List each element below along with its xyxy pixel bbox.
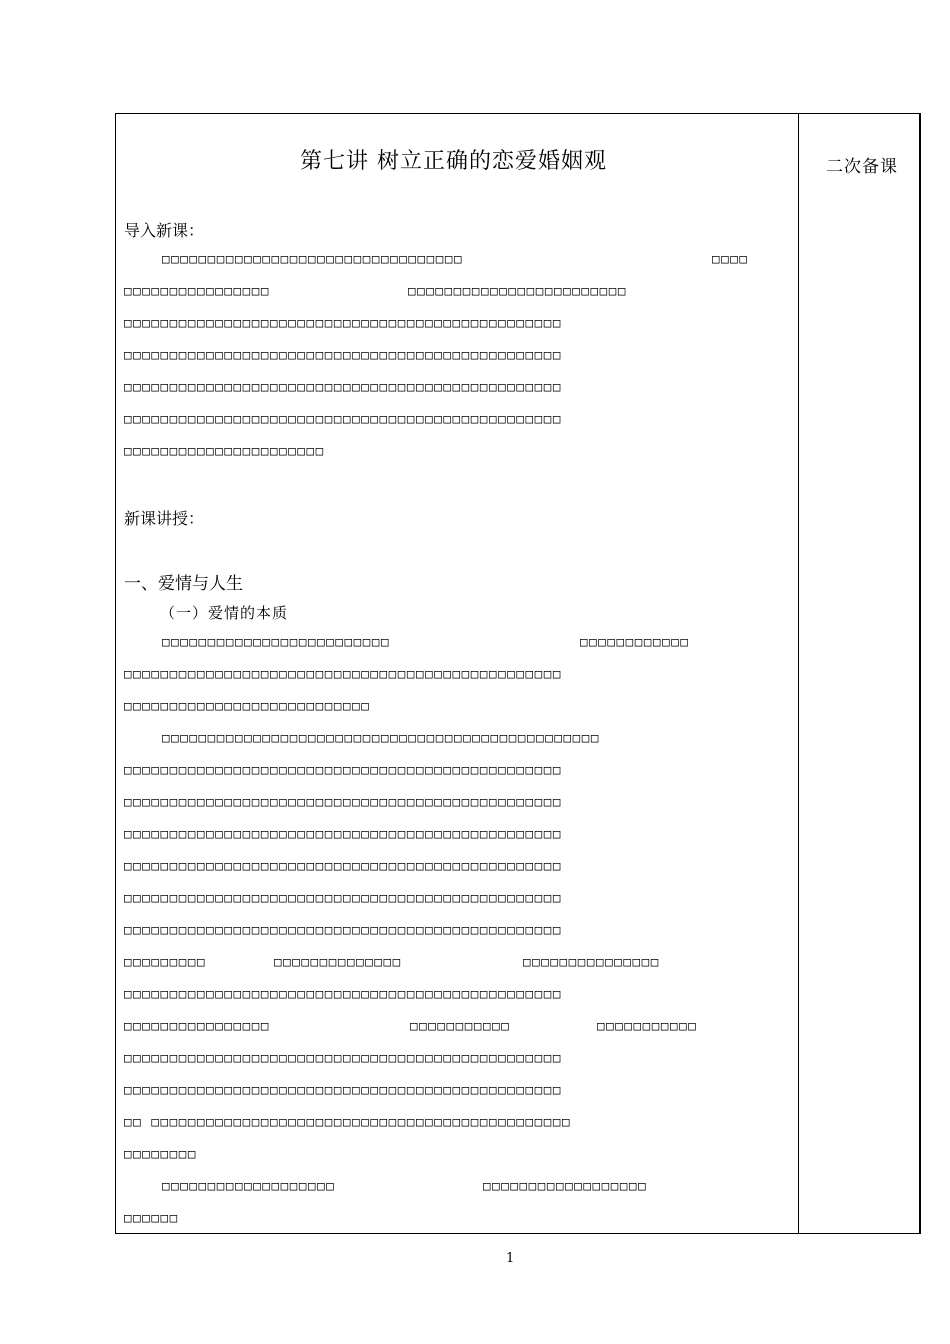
body-line-17: □□□□□□□□ [124, 1146, 198, 1161]
body-line-12: □□□□□□□□□□□□□□□□□□□□□□□□□□□□□□□□□□□□□□□□□□□□□□□□ [124, 986, 563, 1001]
body-line-1a: □□□□□□□□□□□□□□□□□□□□□□□□□ [162, 634, 391, 649]
intro-line-2a: □□□□□□□□□□□□□□□□ [124, 283, 271, 298]
body-line-13b: □□□□□□□□□□□ [410, 1018, 511, 1033]
body-line-1b: □□□□□□□□□□□□ [580, 634, 690, 649]
body-line-11a: □□□□□□□□□ [124, 954, 207, 969]
intro-line-5: □□□□□□□□□□□□□□□□□□□□□□□□□□□□□□□□□□□□□□□□□□□□□□□□ [124, 379, 563, 394]
second-preparation-label: 二次备课 [826, 157, 898, 177]
body-line-13a: □□□□□□□□□□□□□□□□ [124, 1018, 271, 1033]
intro-line-4: □□□□□□□□□□□□□□□□□□□□□□□□□□□□□□□□□□□□□□□□□□□□□□□□ [124, 347, 563, 362]
body-line-8: □□□□□□□□□□□□□□□□□□□□□□□□□□□□□□□□□□□□□□□□□□□□□□□□ [124, 858, 563, 873]
body-line-5: □□□□□□□□□□□□□□□□□□□□□□□□□□□□□□□□□□□□□□□□□□□□□□□□ [124, 762, 563, 777]
section-heading-love-and-life: 一、爱情与人生 [124, 574, 243, 594]
table-column-divider [798, 113, 799, 1234]
intro-line-1a: □□□□□□□□□□□□□□□□□□□□□□□□□□□□□□□□□ [162, 251, 464, 266]
body-line-4: □□□□□□□□□□□□□□□□□□□□□□□□□□□□□□□□□□□□□□□□□□□□□□□□ [162, 730, 601, 745]
body-line-16: □□ □□□□□□□□□□□□□□□□□□□□□□□□□□□□□□□□□□□□□□□□□□□□□□ [124, 1114, 572, 1129]
body-line-15: □□□□□□□□□□□□□□□□□□□□□□□□□□□□□□□□□□□□□□□□□□□□□□□□ [124, 1082, 563, 1097]
body-line-9: □□□□□□□□□□□□□□□□□□□□□□□□□□□□□□□□□□□□□□□□□□□□□□□□ [124, 890, 563, 905]
lesson-title: 第七讲 树立正确的恋爱婚姻观 [300, 149, 607, 174]
intro-line-6: □□□□□□□□□□□□□□□□□□□□□□□□□□□□□□□□□□□□□□□□□□□□□□□□ [124, 411, 563, 426]
body-line-2: □□□□□□□□□□□□□□□□□□□□□□□□□□□□□□□□□□□□□□□□□□□□□□□□ [124, 666, 563, 681]
body-line-18b: □□□□□□□□□□□□□□□□□□ [483, 1178, 648, 1193]
body-line-3: □□□□□□□□□□□□□□□□□□□□□□□□□□□ [124, 698, 371, 713]
body-line-19: □□□□□□ [124, 1210, 179, 1225]
body-line-13c: □□□□□□□□□□□ [597, 1018, 698, 1033]
table-right-double-border [919, 113, 921, 1234]
intro-heading: 导入新课： [124, 221, 205, 240]
body-line-7: □□□□□□□□□□□□□□□□□□□□□□□□□□□□□□□□□□□□□□□□□□□□□□□□ [124, 826, 563, 841]
body-line-11c: □□□□□□□□□□□□□□□ [523, 954, 660, 969]
body-line-6: □□□□□□□□□□□□□□□□□□□□□□□□□□□□□□□□□□□□□□□□□□□□□□□□ [124, 794, 563, 809]
lesson-heading: 新课讲授： [124, 509, 205, 528]
subsection-heading-essence-of-love: （一）爱情的本质 [160, 604, 289, 622]
body-line-10: □□□□□□□□□□□□□□□□□□□□□□□□□□□□□□□□□□□□□□□□□□□□□□□□ [124, 922, 563, 937]
body-line-11b: □□□□□□□□□□□□□□ [274, 954, 402, 969]
page-number: 1 [506, 1251, 515, 1266]
body-line-18a: □□□□□□□□□□□□□□□□□□□ [162, 1178, 336, 1193]
intro-line-3: □□□□□□□□□□□□□□□□□□□□□□□□□□□□□□□□□□□□□□□□□□□□□□□□ [124, 315, 563, 330]
intro-line-7: □□□□□□□□□□□□□□□□□□□□□□ [124, 443, 325, 458]
intro-line-1b: □□□□ [712, 251, 749, 266]
intro-line-2b: □□□□□□□□□□□□□□□□□□□□□□□□ [408, 283, 628, 298]
body-line-14: □□□□□□□□□□□□□□□□□□□□□□□□□□□□□□□□□□□□□□□□□□□□□□□□ [124, 1050, 563, 1065]
